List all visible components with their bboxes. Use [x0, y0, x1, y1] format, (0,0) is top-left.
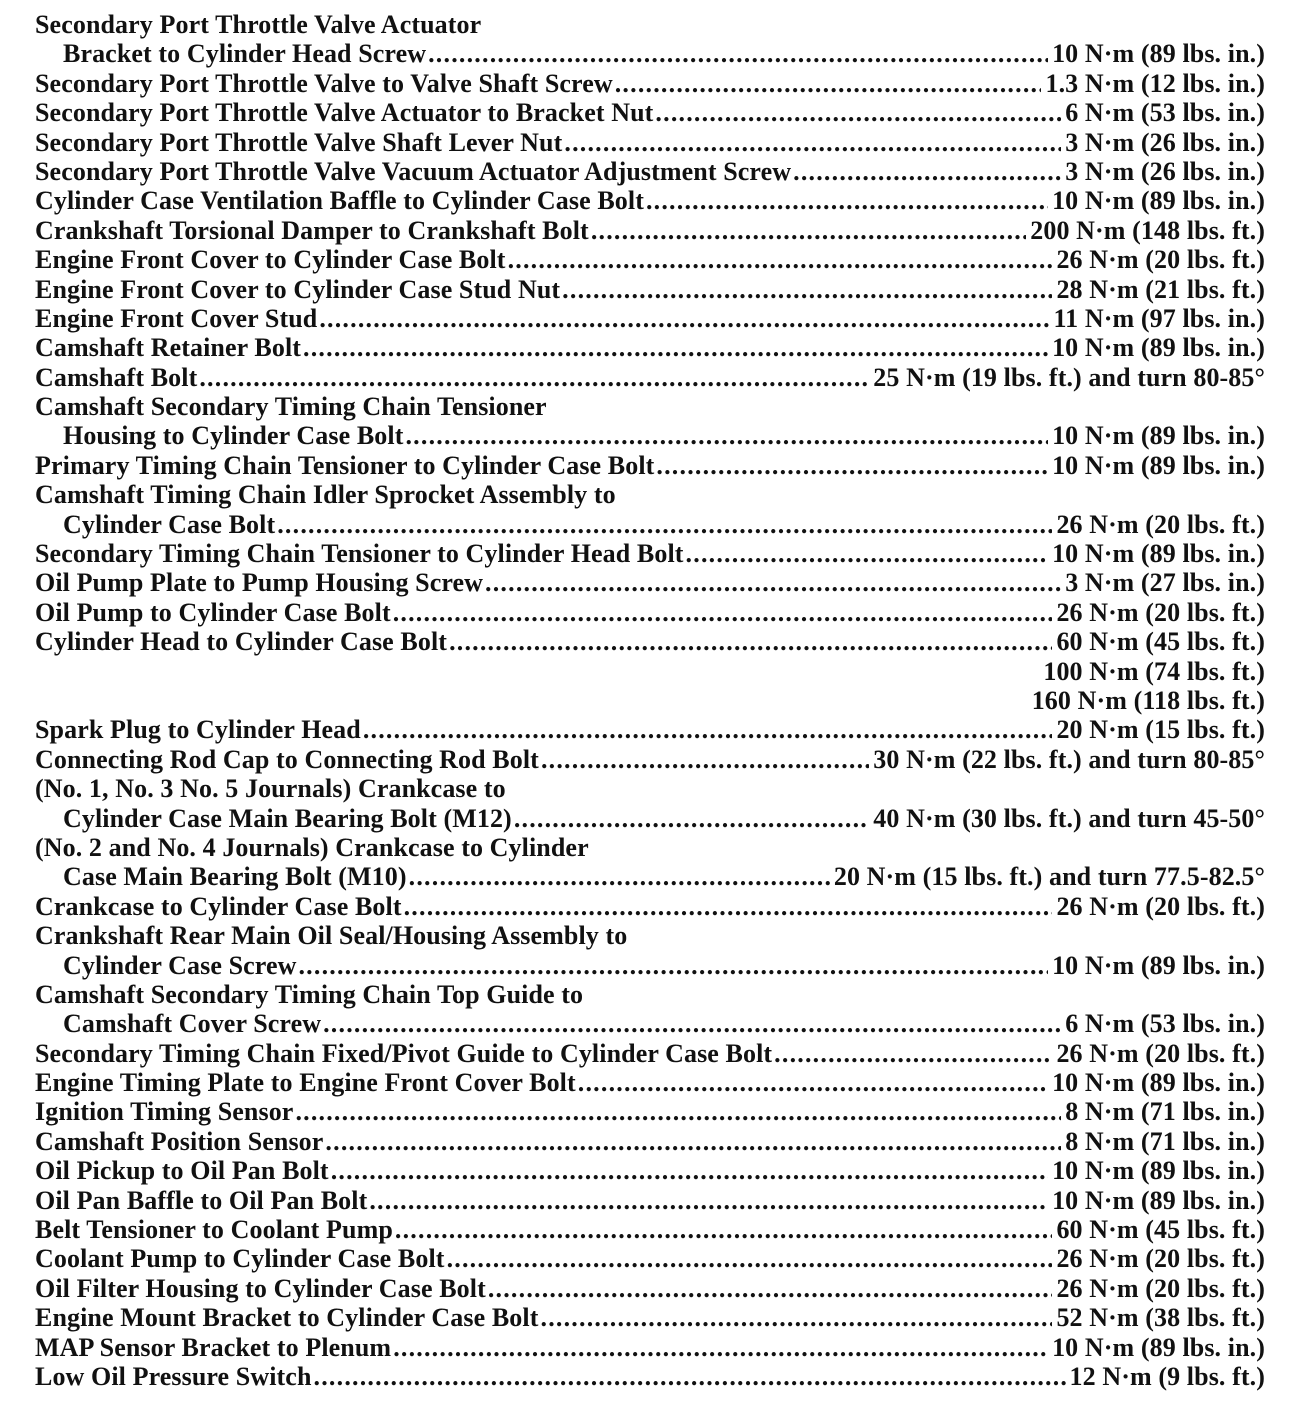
- dot-leader: [485, 568, 1061, 597]
- spec-value: 20 N·m (15 lbs. ft.) and turn 77.5-82.5°: [833, 862, 1265, 892]
- spec-row: [35, 627, 1265, 656]
- spec-label: Coolant Pump to Cylinder Case Bolt: [35, 1244, 445, 1274]
- spec-label: Engine Front Cover Stud: [35, 303, 318, 333]
- dot-leader: [646, 186, 1048, 215]
- dot-leader: [655, 98, 1061, 127]
- spec-label: Cylinder Case Screw: [63, 950, 297, 980]
- spec-label: Camshaft Timing Chain Idler Sprocket Assembly to: [35, 480, 616, 510]
- spec-value: 100 N·m (74 lbs. ft.): [1043, 656, 1265, 686]
- spec-label: Oil Pump to Cylinder Case Bolt: [35, 597, 391, 627]
- spec-item: [35, 1186, 1265, 1215]
- spec-label: Camshaft Secondary Timing Chain Top Guide to: [35, 979, 584, 1009]
- spec-row: [35, 892, 1265, 921]
- dot-leader: [514, 804, 869, 833]
- spec-value: 10 N·m (89 lbs. in.): [1052, 1332, 1265, 1362]
- dot-leader: [449, 627, 1052, 656]
- spec-label: Engine Front Cover to Cylinder Case Stud Nut: [35, 274, 561, 304]
- spec-label: Crankshaft Torsional Damper to Crankshaft Bolt: [35, 215, 589, 245]
- spec-row: [35, 157, 1265, 186]
- spec-item: [35, 245, 1265, 274]
- spec-label: Secondary Timing Chain Fixed/Pivot Guide to Cylinder Case Bolt: [35, 1038, 773, 1068]
- spec-row-heading: [35, 833, 1265, 862]
- spec-item: [35, 745, 1265, 774]
- spec-item: [35, 1097, 1265, 1126]
- spec-row: [35, 1244, 1265, 1273]
- spec-value: 25 N·m (19 lbs. ft.) and turn 80-85°: [873, 362, 1265, 392]
- dot-leader: [303, 333, 1048, 362]
- spec-value: 10 N·m (89 lbs. in.): [1052, 186, 1265, 216]
- spec-row: [35, 1009, 1265, 1038]
- dot-leader: [405, 421, 1048, 450]
- spec-row: [35, 1333, 1265, 1362]
- spec-row-heading: [35, 774, 1265, 803]
- spec-label: Oil Filter Housing to Cylinder Case Bolt: [35, 1273, 486, 1303]
- dot-leader: [564, 128, 1061, 157]
- dot-leader: [591, 216, 1026, 245]
- spec-row-heading: [35, 480, 1265, 509]
- spec-label: Cylinder Case Bolt: [63, 509, 276, 539]
- spec-value: 26 N·m (20 lbs. ft.): [1056, 1273, 1265, 1303]
- dot-leader: [488, 1274, 1053, 1303]
- spec-value: 10 N·m (89 lbs. in.): [1052, 1156, 1265, 1186]
- spec-label: Cylinder Case Ventilation Baffle to Cylinder Case Bolt: [35, 186, 644, 216]
- spec-row: [35, 363, 1265, 392]
- spec-row: [35, 304, 1265, 333]
- spec-value: 10 N·m (89 lbs. in.): [1052, 1185, 1265, 1215]
- spec-value: 3 N·m (26 lbs. in.): [1065, 127, 1265, 157]
- spec-label: Camshaft Cover Screw: [63, 1009, 322, 1039]
- spec-row: [35, 1362, 1265, 1391]
- spec-item: [35, 715, 1265, 744]
- spec-item: [35, 1333, 1265, 1362]
- spec-value: 26 N·m (20 lbs. ft.): [1056, 597, 1265, 627]
- spec-item: [35, 539, 1265, 568]
- dot-leader: [323, 1009, 1061, 1038]
- spec-row: [35, 275, 1265, 304]
- spec-label: Engine Timing Plate to Engine Front Cover Bolt: [35, 1068, 576, 1098]
- spec-row: [35, 539, 1265, 568]
- dot-leader: [199, 363, 869, 392]
- dot-leader: [686, 539, 1049, 568]
- dot-leader: [793, 157, 1061, 186]
- spec-value: 60 N·m (45 lbs. ft.): [1056, 627, 1265, 657]
- dot-leader: [277, 510, 1052, 539]
- spec-label: Camshaft Position Sensor: [35, 1126, 324, 1156]
- spec-value: 10 N·m (89 lbs. in.): [1052, 333, 1265, 363]
- spec-row: [35, 804, 1265, 833]
- spec-value: 3 N·m (26 lbs. in.): [1065, 156, 1265, 186]
- spec-value: 200 N·m (148 lbs. ft.): [1030, 215, 1265, 245]
- dot-leader: [404, 892, 1053, 921]
- spec-item: [35, 980, 1265, 1039]
- spec-label: Oil Pan Baffle to Oil Pan Bolt: [35, 1185, 368, 1215]
- spec-value: 12 N·m (9 lbs. ft.): [1069, 1361, 1265, 1391]
- spec-value: 30 N·m (22 lbs. ft.) and turn 80-85°: [873, 744, 1265, 774]
- spec-item: [35, 921, 1265, 980]
- spec-item: [35, 1215, 1265, 1244]
- spec-value: 60 N·m (45 lbs. ft.): [1056, 1215, 1265, 1245]
- spec-label: (No. 2 and No. 4 Journals) Crankcase to Cylinder: [35, 832, 589, 862]
- dot-leader: [295, 1097, 1061, 1126]
- dot-leader: [447, 1244, 1053, 1273]
- spec-row: [35, 1215, 1265, 1244]
- spec-item: [35, 892, 1265, 921]
- spec-item: [35, 451, 1265, 480]
- spec-label: Cylinder Head to Cylinder Case Bolt: [35, 627, 448, 657]
- spec-item: [35, 1244, 1265, 1273]
- spec-label: Ignition Timing Sensor: [35, 1097, 294, 1127]
- dot-leader: [331, 1156, 1048, 1185]
- spec-value: 40 N·m (30 lbs. ft.) and turn 45-50°: [873, 803, 1265, 833]
- spec-row: [35, 128, 1265, 157]
- spec-row-heading: [35, 392, 1265, 421]
- spec-row: [35, 657, 1265, 686]
- spec-label: Engine Mount Bracket to Cylinder Case Bolt: [35, 1303, 539, 1333]
- spec-value: 3 N·m (27 lbs. in.): [1065, 568, 1265, 598]
- spec-item: [35, 363, 1265, 392]
- spec-value: 8 N·m (71 lbs. in.): [1065, 1126, 1265, 1156]
- spec-value: 26 N·m (20 lbs. ft.): [1056, 1038, 1265, 1068]
- spec-value: 10 N·m (89 lbs. in.): [1052, 421, 1265, 451]
- spec-row: [35, 862, 1265, 891]
- spec-label: Low Oil Pressure Switch: [35, 1361, 312, 1391]
- spec-item: [35, 1274, 1265, 1303]
- spec-label: Secondary Port Throttle Valve Vacuum Actuator Adjustment Screw: [35, 156, 792, 186]
- spec-label: Secondary Port Throttle Valve Actuator to Bracket Nut: [35, 98, 654, 128]
- spec-label: MAP Sensor Bracket to Plenum: [35, 1332, 392, 1362]
- spec-label: Secondary Port Throttle Valve Actuator: [35, 10, 482, 39]
- spec-value: 20 N·m (15 lbs. ft.): [1056, 715, 1265, 745]
- spec-item: [35, 480, 1265, 539]
- spec-label: Primary Timing Chain Tensioner to Cylinder Case Bolt: [35, 450, 655, 480]
- spec-item: [35, 186, 1265, 215]
- spec-row: [35, 39, 1265, 68]
- spec-row: [35, 1127, 1265, 1156]
- spec-value: 10 N·m (89 lbs. in.): [1052, 450, 1265, 480]
- spec-label: Bracket to Cylinder Head Screw: [63, 39, 427, 69]
- dot-leader: [615, 69, 1042, 98]
- spec-row: [35, 1039, 1265, 1068]
- spec-row: [35, 1156, 1265, 1185]
- spec-row: [35, 69, 1265, 98]
- spec-item: [35, 10, 1265, 69]
- dot-leader: [298, 951, 1048, 980]
- spec-row: [35, 568, 1265, 597]
- spec-item: [35, 1127, 1265, 1156]
- spec-row: [35, 745, 1265, 774]
- dot-leader: [774, 1039, 1052, 1068]
- spec-value: 26 N·m (20 lbs. ft.): [1056, 509, 1265, 539]
- spec-value: 10 N·m (89 lbs. in.): [1052, 539, 1265, 569]
- spec-item: [35, 1039, 1265, 1068]
- spec-label: Engine Front Cover to Cylinder Case Bolt: [35, 245, 506, 275]
- dot-leader: [428, 39, 1048, 68]
- spec-row: [35, 186, 1265, 215]
- spec-label: Secondary Port Throttle Valve to Valve Shaft Screw: [35, 68, 613, 98]
- spec-value: 1.3 N·m (12 lbs. in.): [1045, 68, 1265, 98]
- spec-row: [35, 1274, 1265, 1303]
- spec-item: [35, 98, 1265, 127]
- spec-label: Secondary Port Throttle Valve Shaft Lever Nut: [35, 127, 563, 157]
- dot-leader: [393, 598, 1053, 627]
- dot-leader: [314, 1362, 1066, 1391]
- spec-row: [35, 1186, 1265, 1215]
- dot-leader: [541, 1303, 1053, 1332]
- spec-value: 6 N·m (53 lbs. in.): [1065, 98, 1265, 128]
- spec-value: 11 N·m (97 lbs. in.): [1053, 303, 1265, 333]
- spec-row: [35, 951, 1265, 980]
- dot-leader: [363, 715, 1053, 744]
- spec-row-heading: [35, 10, 1265, 39]
- spec-label: Housing to Cylinder Case Bolt: [63, 421, 404, 451]
- spec-value: 10 N·m (89 lbs. in.): [1052, 950, 1265, 980]
- dot-leader: [578, 1068, 1048, 1097]
- spec-item: [35, 392, 1265, 451]
- spec-item: [35, 304, 1265, 333]
- spec-label: Crankshaft Rear Main Oil Seal/Housing Assembly to: [35, 921, 628, 951]
- spec-item: [35, 216, 1265, 245]
- spec-item: [35, 1156, 1265, 1185]
- spec-row: [35, 245, 1265, 274]
- spec-value: 26 N·m (20 lbs. ft.): [1056, 1244, 1265, 1274]
- spec-item: [35, 774, 1265, 833]
- spec-row: [35, 510, 1265, 539]
- spec-row: [35, 598, 1265, 627]
- spec-row-heading: [35, 980, 1265, 1009]
- spec-value: 52 N·m (38 lbs. ft.): [1056, 1303, 1265, 1333]
- spec-row: [35, 451, 1265, 480]
- spec-item: [35, 275, 1265, 304]
- spec-label: Cylinder Case Main Bearing Bolt (M12): [63, 803, 512, 833]
- spec-item: [35, 333, 1265, 362]
- spec-value: 10 N·m (89 lbs. in.): [1052, 39, 1265, 69]
- spec-label: Oil Pump Plate to Pump Housing Screw: [35, 568, 484, 598]
- spec-row: [35, 1097, 1265, 1126]
- spec-item: [35, 128, 1265, 157]
- dot-leader: [319, 304, 1049, 333]
- spec-label: Case Main Bearing Bolt (M10): [63, 862, 407, 892]
- torque-spec-list: [35, 10, 1265, 1391]
- spec-value: 8 N·m (71 lbs. in.): [1065, 1097, 1265, 1127]
- spec-label: Camshaft Secondary Timing Chain Tensioner: [35, 392, 547, 422]
- spec-label: Camshaft Bolt: [35, 362, 198, 392]
- spec-item: [35, 598, 1265, 627]
- dot-leader: [369, 1186, 1048, 1215]
- spec-item: [35, 1068, 1265, 1097]
- spec-label: Camshaft Retainer Bolt: [35, 333, 302, 363]
- spec-row: [35, 421, 1265, 450]
- spec-row: [35, 1303, 1265, 1332]
- spec-row: [35, 216, 1265, 245]
- spec-item: [35, 1303, 1265, 1332]
- spec-label: Crankcase to Cylinder Case Bolt: [35, 891, 402, 921]
- spec-value: 26 N·m (20 lbs. ft.): [1056, 891, 1265, 921]
- dot-leader: [395, 1215, 1053, 1244]
- spec-value: 10 N·m (89 lbs. in.): [1052, 1068, 1265, 1098]
- dot-leader: [541, 745, 869, 774]
- spec-item: [35, 69, 1265, 98]
- dot-leader: [393, 1333, 1048, 1362]
- spec-label: Oil Pickup to Oil Pan Bolt: [35, 1156, 329, 1186]
- spec-item: [35, 568, 1265, 597]
- spec-label: Connecting Rod Cap to Connecting Rod Bolt: [35, 744, 539, 774]
- spec-label: (No. 1, No. 3 No. 5 Journals) Crankcase to: [35, 774, 506, 804]
- spec-row: [35, 686, 1265, 715]
- dot-leader: [325, 1127, 1061, 1156]
- spec-value: 160 N·m (118 lbs. ft.): [1031, 685, 1265, 715]
- spec-value: 28 N·m (21 lbs. ft.): [1056, 274, 1265, 304]
- spec-row: [35, 333, 1265, 362]
- dot-leader: [508, 245, 1053, 274]
- dot-leader: [656, 451, 1048, 480]
- spec-row: [35, 98, 1265, 127]
- spec-item: [35, 157, 1265, 186]
- spec-item: [35, 1362, 1265, 1391]
- spec-row: [35, 715, 1265, 744]
- torque-spec-page: [35, 10, 1265, 1391]
- spec-label: Spark Plug to Cylinder Head: [35, 715, 361, 745]
- dot-leader: [409, 862, 830, 891]
- spec-value: 26 N·m (20 lbs. ft.): [1056, 245, 1265, 275]
- spec-label: Secondary Timing Chain Tensioner to Cylinder Head Bolt: [35, 539, 684, 569]
- spec-row: [35, 1068, 1265, 1097]
- spec-value: 6 N·m (53 lbs. in.): [1065, 1009, 1265, 1039]
- spec-item: [35, 833, 1265, 892]
- spec-item: [35, 627, 1265, 715]
- spec-label: Belt Tensioner to Coolant Pump: [35, 1215, 393, 1245]
- dot-leader: [562, 275, 1052, 304]
- spec-row-heading: [35, 921, 1265, 950]
